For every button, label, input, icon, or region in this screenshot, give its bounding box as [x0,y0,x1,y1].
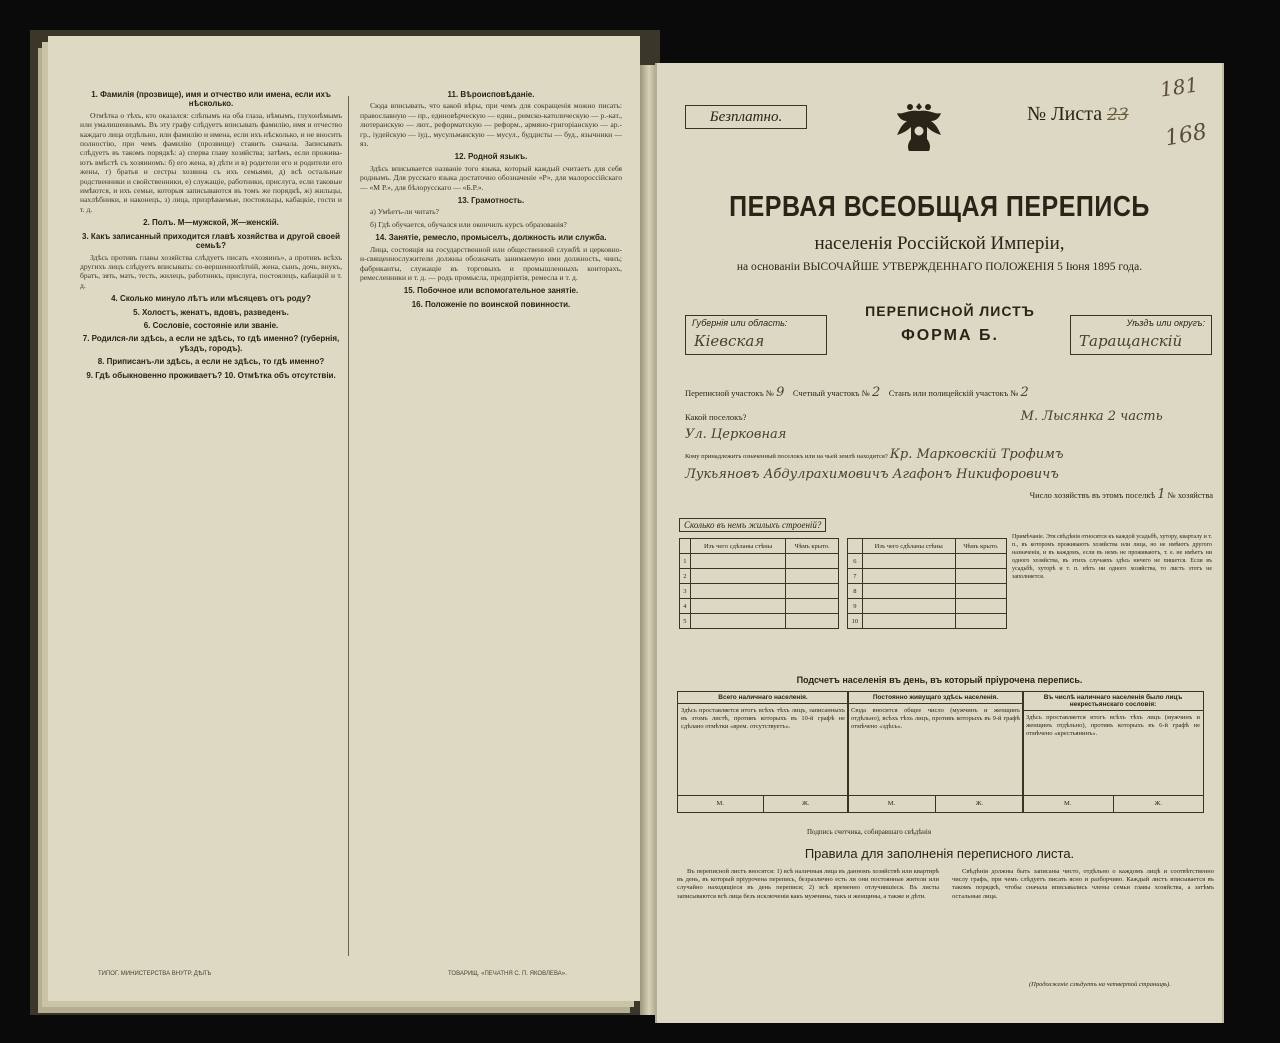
buildings-table-left [679,538,839,629]
subtitle: населенія Россійской Имперіи, [814,233,1065,254]
gubernia-field [685,315,827,355]
section-text: Сюда вписывать, что какой вѣры, при чемъ для сокращенія можно писать: православную — пр., единовѣрческую — един., римско-католическую — р.-кат., лютеранскую — лют., реформатскую — реформ., армяно-григоріанскую — ар.-гр., іудейскую — іуд., мусульманскую — мусул., буддисты — буд., язычники — яз. [360,101,622,149]
instructions-page [48,36,640,1001]
row-number: 7 [848,569,863,584]
section-heading: 5. Холостъ, женатъ, вдовъ, разведенъ. [133,307,289,317]
section-heading: 11. Вѣроисповѣданіе. [447,90,535,99]
box-title: Постоянно живущаго здѣсь населенія. [848,692,1023,704]
buildings-note: Примѣчаніе. Эти свѣдѣнія относятся къ каждой усадьбѣ, хутору, кварталу и т. п., въ которомъ проживаютъ хозяйства или лица, но не имѣютъ другого назначенія, и въ каждомъ, если въ немъ не проживаютъ, т. е. не имѣетъ ни одного хозяйства, въ этихъ случаяхъ здѣсь ничего не пишется. Если въ усадьбѣ, хуторѣ и т. п. нѣтъ ни одного хозяйства, то листъ этотъ не заполняется. [1012,534,1212,580]
stan-label: Станъ или полицейскій участокъ № [888,388,1019,398]
archive-number-handwritten: 168 [1163,119,1209,152]
table-row [680,584,839,599]
section-text: а) Умѣетъ-ли читать? [370,207,439,217]
settlement-label: Какой поселокъ? [685,412,747,422]
double-headed-eagle-icon [889,97,949,159]
settlement-extra-line [685,427,1213,442]
settlement-extra-value: Ул. Церковная [685,427,787,442]
owner-line [685,447,1213,462]
row-number: 3 [680,584,691,599]
table-row [680,554,839,569]
row-number: 6 [848,554,863,569]
non-peasant-population-box [1022,691,1204,813]
row-number: 2 [680,569,691,584]
households-line [685,487,1213,502]
form-b-title: ФОРМА Б. [901,327,999,344]
section-heading: 4. Сколько минуло лѣтъ или мѣсяцевъ отъ роду? [111,294,311,304]
total-population-box [677,691,849,813]
printer-imprint: ТОВАРИЩ. «ПЕЧАТНЯ С. П. ЯКОВЛЕВА». [448,971,567,977]
owner-value-2: Лукьяновъ Абдулрахимовичъ Агафонъ Никифоровичъ [685,467,1059,482]
uezd-label: Уѣздъ или округъ: [1126,318,1205,328]
box-text: Здѣсь проставляется итогъ всѣхъ тѣхъ лицъ (мужчинъ и женщинъ отдѣльно), противъ которыхъ въ 6-й графѣ не отмѣчено «крестьянинъ». [1026,714,1200,737]
section-heading: 8. Приписанъ-ли здѣсь, а если не здѣсь, то гдѣ именно? [97,357,325,367]
section-text: б) Гдѣ обучается, обучался или окончилъ курсъ образованія? [370,219,567,229]
section-heading: 6. Сословіе, состояніе или званіе. [143,320,279,330]
gubernia-label: Губернія или область: [692,318,788,328]
main-title: ПЕРВАЯ ВСЕОБЩАЯ ПЕРЕПИСЬ [729,190,1150,224]
houses-label: Сколько въ немъ жилыхъ строеній? [679,518,826,532]
section-heading: 7. Родился-ли здѣсь, а если не здѣсь, то гдѣ именно? (губернія, уѣздъ, городъ). [82,334,340,353]
counting-label: Счетный участокъ № [792,388,870,398]
section-heading: 16. Положеніе по воинской повинности. [411,299,571,309]
instructions-column-1 [80,86,342,966]
owner-label: Кому принадлежитъ означенный поселокъ или на чьей землѣ находится? [685,453,888,460]
district-line [685,385,1213,400]
walls-header: Изъ чего сдѣланы стѣны [862,539,955,554]
male-label: М. [678,796,764,812]
table-row [848,554,1007,569]
mf-row [1023,795,1203,812]
permanent-population-box [847,691,1024,813]
mf-row [848,795,1023,812]
row-number: 4 [680,599,691,614]
section-heading: 13. Грамотность. [457,196,525,206]
section-heading: 15. Побочное или вспомогательное занятіе. [403,286,579,296]
rules-text: Свѣдѣнія должны быть записаны чисто, отдѣльно о каждомъ лицѣ и соотвѣтственно числу графъ, при чемъ слѣдуетъ писать ясно и разборчиво. Каждый листъ вписывается въ такомъ порядкѣ, чтобы сначала вписывались члены семьи главы хозяйства, а затѣмъ остальные лица. [952,868,1214,900]
buildings-table-right [847,538,1007,629]
gubernia-value: Кіевская [694,332,765,350]
roof-header: Чѣмъ крыто. [786,539,839,554]
census-list-title: ПЕРЕПИСНОЙ ЛИСТЪ [865,303,1035,319]
rules-text: Въ переписной листъ вносятся: 1) всѣ наличныя лица въ данномъ хозяйствѣ или квартирѣ въ день, въ который пріурочена перепись, безразлично есть ли они постоянные жители или случайно находящіеся въ день переписи; 2) всѣ временно отлучившіеся. Въ листы записываются всѣ лица безъ исключенія какъ мужчины, такъ и женщины, а также и дѣти. [677,868,939,900]
rules-column-2 [952,868,1214,978]
section-text: Здѣсь противъ главы хозяйства слѣдуетъ писать «хозяинъ», а противъ всѣхъ другихъ лицъ слѣдуетъ вписывать: со-вершеннолѣтній, жена, сынъ, дочь, внукъ, братъ, зять, мать, тесть, жилецъ, работникъ, прислуга, постоялецъ, кабацкій и т. д. [80,252,342,290]
sheet-number-value: 23 [1107,105,1129,125]
printer-imprint: ТИПОГ. МИНИСТЕРСТВА ВНУТР. ДѢЛЪ [98,971,212,977]
form-header-block [685,295,1213,367]
table-row [848,569,1007,584]
stan-number: 2 [1020,385,1029,400]
uezd-field [1070,315,1212,355]
counting-number: 2 [871,385,881,400]
section-text: Отмѣтка о тѣхъ, кто оказался: слѣпымъ на оба глаза, нѣмымъ, глухонѣмымъ или умалишеннымъ. Въ эту графу слѣдуетъ вписывать фамилію, имя и отчество каждаго лица отдѣльно, или фамилію и имена, если ихъ нѣсколько, и не вносить полностію, при чемъ фамилію (прозвище) ставить сначала. Записывать слѣдуетъ въ такомъ порядкѣ: а) сперва главу хозяйства; затѣмъ, если проживаютъ вмѣстѣ съ хозяиномъ: б) его жена, в) дѣти и в) родители его и родители его жены, г) братья и сестры хозяина съ ихъ семьями, д) всѣ остальные родственники и свойственники, е) служащіе, работники, прислуга, если таковые имѣются, и ихъ семьи, которыя записываются въ томъ же порядкѣ, ж) жильцы, нахлѣбники, и наконецъ, з) лица, призрѣваемые, постояльцы, кабацкіе, гости и т. д. [80,110,342,214]
box-text: Здѣсь проставляется итогъ всѣхъ тѣхъ лицъ, записанныхъ въ этомъ листѣ, противъ которыхъ въ 10-й графѣ не сдѣлано отмѣтки «врем. отсутствуетъ». [681,707,845,730]
settlement-line [685,409,1213,424]
uezd-value: Таращанскій [1079,332,1183,350]
rules-title: Правила для заполненія переписного листа. [804,846,1075,861]
free-label: Безплатно. [685,105,807,129]
continue-note: (Продолженіе слѣдуетъ на четвертой страницѣ). [1029,981,1171,988]
female-label: Ж. [802,800,810,807]
instructions-column-2 [360,86,622,966]
section-heading: 12. Родной языкъ. [454,152,528,162]
section-heading: 9. Гдѣ обыкновенно проживаетъ? 10. Отмѣтка объ отсутствіи. [86,370,336,380]
row-number-header [680,539,691,554]
section-heading: 14. Занятіе, ремесло, промыселъ, должность или служба. [375,233,607,243]
household-number-label: № хозяйства [1167,490,1213,500]
roof-header: Чѣмъ крыто. [955,539,1006,554]
section-heading: 3. Какъ записанный приходится главѣ хозяйства и другой своей семьѣ? [82,231,340,251]
table-row [848,584,1007,599]
table-row [848,614,1007,629]
archive-number-handwritten: 181 [1158,72,1200,102]
rules-column-1 [677,868,939,978]
owner-value: Кр. Марковскій Трофимъ [889,447,1064,462]
households-value: 1 [1157,487,1166,502]
male-label: М. [848,796,936,812]
row-number: 9 [848,599,863,614]
section-text: Здѣсь вписывается названіе того языка, который каждый считаетъ для себя роднымъ. Для русскаго языка достаточно обозначеніе «Р», для малороссійскаго — «М Р.», для бѣлорусскаго — «Б.Р.». [360,163,622,192]
district-label: Переписной участокъ № [685,388,774,398]
enumerator-signature-line: Подпись счетчика, собиравшаго свѣдѣнія [807,828,932,836]
column-divider [348,96,349,956]
row-number: 8 [848,584,863,599]
walls-header: Изъ чего сдѣланы стѣны [690,539,786,554]
settlement-value: М. Лысянка 2 часть [1020,409,1163,424]
female-label: Ж. [975,800,984,807]
table-row [848,599,1007,614]
female-label: Ж. [1154,800,1162,807]
section-heading: 1. Фамилія (прозвище), имя и отчество или имена, если ихъ нѣсколько. [91,90,331,109]
row-number-header [848,539,863,554]
table-row [680,599,839,614]
box-text: Сюда вносится общее число (мужчинъ и женщинъ отдѣльно), всѣхъ тѣхъ лицъ, противъ которыхъ въ 9-й графѣ отмѣчено «здѣсь». [851,707,1020,730]
sheet-number-label: № Листа [1027,103,1103,125]
row-number: 10 [848,614,863,629]
row-number: 1 [680,554,691,569]
table-row [680,569,839,584]
box-title: Всего наличнаго населенія. [678,692,848,704]
table-row [680,614,839,629]
male-label: М. [1023,796,1114,812]
census-form-page [655,63,1222,1023]
mf-row [678,795,848,812]
count-title: Подсчетъ населенія въ день, въ который пріурочена перепись. [796,675,1083,685]
subtitle-basis: на основаніи ВЫСОЧАЙШЕ УТВЕРЖДЕННАГО ПОЛОЖЕНІЯ 5 Іюня 1895 года. [736,261,1143,273]
district-number: 9 [776,385,785,400]
sheet-number [1027,103,1129,126]
section-heading: 2. Полъ. М—мужской, Ж—женскій. [143,218,279,228]
owner-line-2 [685,467,1213,482]
households-label: Число хозяйствъ въ этомъ поселкѣ [1029,490,1156,500]
row-number: 5 [680,614,691,629]
box-title: Въ числѣ наличнаго населенія было лицъ некрестьянскаго сословія: [1023,692,1203,711]
section-text: Лица, состоящія на государственной или общественной службѣ и церковно-и-священнослужители должны обозначать занимаемую ими должность, чинъ; фабриканты, служащіе въ торговыхъ и промышленныхъ конторахъ, ремесленники и т. д. — родъ промысла, предпріятія, ремесла и т. д. [360,244,622,282]
